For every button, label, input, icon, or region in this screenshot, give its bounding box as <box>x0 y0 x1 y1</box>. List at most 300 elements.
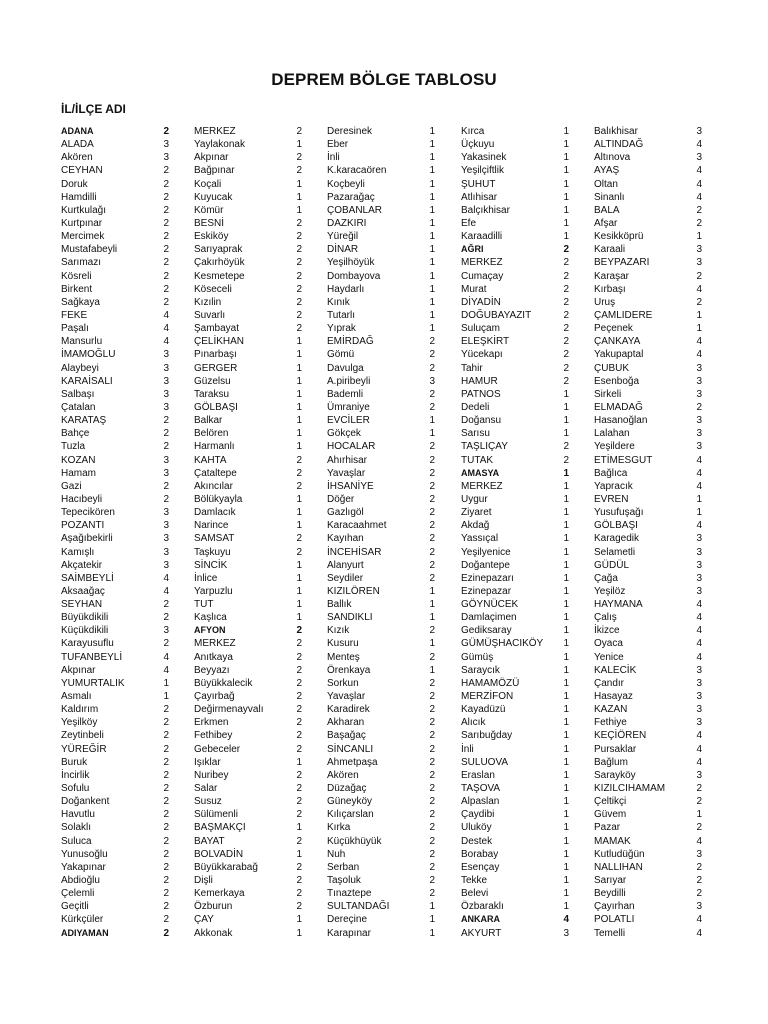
district-row <box>61 138 169 151</box>
district-row <box>594 270 702 283</box>
district-row <box>594 664 702 677</box>
place-name: Kuyucak <box>194 191 233 203</box>
zone-value: 1 <box>563 769 569 781</box>
district-row <box>327 322 435 335</box>
district-row <box>594 388 702 401</box>
zone-value: 4 <box>696 625 702 637</box>
zone-value: 2 <box>296 677 302 689</box>
place-name: Uygur <box>461 493 488 505</box>
zone-value: 2 <box>429 822 435 834</box>
district-row <box>461 835 569 848</box>
place-name: DAZKIRI <box>327 217 367 229</box>
district-row <box>594 835 702 848</box>
zone-value: 3 <box>163 375 169 387</box>
zone-value: 2 <box>429 848 435 860</box>
district-row <box>194 927 302 940</box>
place-name: Eraslan <box>461 769 495 781</box>
zone-value: 2 <box>163 244 169 256</box>
zone-value: 2 <box>296 638 302 650</box>
place-name: Davulga <box>327 362 364 374</box>
place-name: BAYAT <box>194 835 225 847</box>
place-name: Nuribey <box>194 769 229 781</box>
place-name: Büyükkalecik <box>194 677 253 689</box>
zone-value: 3 <box>163 546 169 558</box>
zone-value: 2 <box>696 822 702 834</box>
zone-value: 1 <box>429 178 435 190</box>
district-row <box>327 138 435 151</box>
zone-value: 2 <box>563 323 569 335</box>
place-name: NALLIHAN <box>594 861 643 873</box>
place-name: Tuzla <box>61 441 86 453</box>
zone-value: 2 <box>163 204 169 216</box>
zone-value: 2 <box>563 454 569 466</box>
zone-value: 1 <box>429 204 435 216</box>
zone-value: 1 <box>563 388 569 400</box>
district-row <box>327 887 435 900</box>
zone-value: 1 <box>563 572 569 584</box>
place-name: Tahir <box>461 362 483 374</box>
province-row <box>61 927 169 940</box>
district-row <box>61 913 169 926</box>
zone-value: 2 <box>429 796 435 808</box>
district-row <box>327 769 435 782</box>
district-row <box>327 637 435 650</box>
district-row <box>594 848 702 861</box>
district-row <box>61 467 169 480</box>
place-name: Köseceli <box>194 283 232 295</box>
place-name: ADANA <box>61 126 94 136</box>
zone-value: 2 <box>296 809 302 821</box>
zone-value: 3 <box>696 388 702 400</box>
zone-value: 2 <box>696 875 702 887</box>
zone-value: 3 <box>163 349 169 361</box>
zone-value: 4 <box>696 743 702 755</box>
place-name: Bölükyayla <box>194 493 243 505</box>
place-name: Karaadilli <box>461 231 503 243</box>
district-row <box>61 611 169 624</box>
zone-value: 2 <box>429 454 435 466</box>
place-name: ÇAMLIDERE <box>594 309 653 321</box>
zone-value: 3 <box>429 375 435 387</box>
place-name: Pınarbaşı <box>194 349 237 361</box>
district-row <box>594 362 702 375</box>
place-name: Narince <box>194 520 229 532</box>
place-name: Zeytinbeli <box>61 730 104 742</box>
place-name: Bağlum <box>594 756 628 768</box>
place-name: Kızık <box>327 625 350 637</box>
place-name: Karagedik <box>594 533 640 545</box>
place-name: Örenkaya <box>327 664 371 676</box>
district-row <box>594 480 702 493</box>
zone-value: 4 <box>696 520 702 532</box>
place-name: Yeşildere <box>594 441 635 453</box>
zone-value: 4 <box>696 612 702 624</box>
district-row <box>327 348 435 361</box>
district-row <box>61 348 169 361</box>
zone-value: 1 <box>429 914 435 926</box>
district-row <box>461 887 569 900</box>
district-row <box>327 559 435 572</box>
district-row <box>461 651 569 664</box>
district-row <box>327 716 435 729</box>
zone-value: 1 <box>296 336 302 348</box>
zone-value: 1 <box>296 559 302 571</box>
place-name: KIZILÖREN <box>327 585 380 597</box>
district-row <box>61 703 169 716</box>
zone-value: 1 <box>429 901 435 913</box>
district-row <box>461 283 569 296</box>
place-name: Çataltepe <box>194 467 237 479</box>
place-name: FEKE <box>61 309 88 321</box>
place-name: İkizce <box>594 625 620 637</box>
district-row <box>461 927 569 940</box>
district-row <box>461 703 569 716</box>
district-row <box>61 243 169 256</box>
zone-value: 2 <box>563 336 569 348</box>
zone-value: 4 <box>696 178 702 190</box>
zone-value: 1 <box>563 480 569 492</box>
place-name: Yavaşlar <box>327 467 366 479</box>
zone-value: 4 <box>696 349 702 361</box>
place-name: MAMAK <box>594 835 631 847</box>
place-name: Gömü <box>327 349 355 361</box>
zone-value: 1 <box>296 441 302 453</box>
zone-value: 2 <box>163 796 169 808</box>
place-name: Şambayat <box>194 323 240 335</box>
district-row <box>461 585 569 598</box>
place-name: Çeltikçi <box>594 796 627 808</box>
zone-value: 2 <box>429 493 435 505</box>
district-row <box>594 309 702 322</box>
place-name: Gümüş <box>461 651 494 663</box>
place-name: Aksaağaç <box>61 585 105 597</box>
place-name: ŞUHUT <box>461 178 496 190</box>
place-name: ADIYAMAN <box>61 927 109 938</box>
district-row <box>61 729 169 742</box>
district-row <box>194 532 302 545</box>
district-row <box>461 821 569 834</box>
district-row <box>61 821 169 834</box>
district-row <box>461 900 569 913</box>
district-row <box>327 414 435 427</box>
zone-value: 1 <box>563 415 569 427</box>
place-name: Fethiye <box>594 717 627 729</box>
zone-value: 1 <box>563 809 569 821</box>
place-name: Karayusuflu <box>61 638 114 650</box>
place-name: İncirlik <box>61 769 90 781</box>
place-name: Ahırhisar <box>327 454 368 466</box>
place-name: Uluköy <box>461 822 492 834</box>
place-name: DİNAR <box>327 244 359 256</box>
district-row <box>461 217 569 230</box>
zone-value: 2 <box>296 217 302 229</box>
district-row <box>594 743 702 756</box>
zone-value: 1 <box>429 428 435 440</box>
place-name: Dombayova <box>327 270 381 282</box>
place-name: Kösreli <box>61 270 92 282</box>
district-row <box>594 151 702 164</box>
zone-value: 3 <box>696 704 702 716</box>
district-row <box>61 756 169 769</box>
zone-value: 2 <box>696 783 702 795</box>
district-row <box>194 322 302 335</box>
zone-value: 2 <box>163 914 169 926</box>
zone-value: 2 <box>429 730 435 742</box>
district-row <box>61 808 169 821</box>
place-name: Yakupaptal <box>594 349 644 361</box>
place-name: SULTANDAĞI <box>327 901 390 913</box>
place-name: Damlaçimen <box>461 612 517 624</box>
district-row <box>327 283 435 296</box>
zone-value: 1 <box>563 546 569 558</box>
zone-value: 1 <box>696 809 702 821</box>
district-row <box>194 861 302 874</box>
place-name: Saraycık <box>461 664 500 676</box>
zone-value: 1 <box>563 638 569 650</box>
zone-value: 2 <box>296 901 302 913</box>
place-name: GÜDÜL <box>594 559 630 571</box>
zone-value: 2 <box>296 283 302 295</box>
district-row <box>61 795 169 808</box>
zone-value: 2 <box>163 441 169 453</box>
place-name: Yassıçal <box>461 533 499 545</box>
district-row <box>61 164 169 177</box>
district-row <box>327 440 435 453</box>
place-name: Dereçine <box>327 914 368 926</box>
district-row <box>194 677 302 690</box>
zone-value: 1 <box>563 756 569 768</box>
district-row <box>194 401 302 414</box>
district-row <box>594 703 702 716</box>
place-name: MERKEZ <box>461 257 503 269</box>
district-row <box>61 572 169 585</box>
place-name: AMASYA <box>461 467 500 478</box>
zone-value: 1 <box>563 704 569 716</box>
zone-value: 1 <box>563 888 569 900</box>
zone-table <box>61 125 707 945</box>
zone-value: 2 <box>296 152 302 164</box>
place-name: DOĞUBAYAZIT <box>461 309 532 321</box>
district-row <box>594 256 702 269</box>
zone-value: 1 <box>296 415 302 427</box>
district-row <box>194 795 302 808</box>
zone-value: 2 <box>429 559 435 571</box>
zone-value: 1 <box>563 599 569 611</box>
zone-value: 2 <box>429 520 435 532</box>
district-row <box>327 900 435 913</box>
place-name: K.karacaören <box>327 165 387 177</box>
district-row <box>327 861 435 874</box>
district-row <box>327 243 435 256</box>
zone-value: 2 <box>296 244 302 256</box>
district-row <box>327 467 435 480</box>
district-row <box>194 611 302 624</box>
district-row <box>194 440 302 453</box>
zone-value: 3 <box>163 625 169 637</box>
zone-value: 2 <box>163 231 169 243</box>
place-name: Kınık <box>327 296 350 308</box>
district-row <box>61 532 169 545</box>
zone-value: 1 <box>429 927 435 939</box>
district-row <box>194 585 302 598</box>
district-row <box>194 362 302 375</box>
place-name: Döğer <box>327 493 355 505</box>
district-row <box>327 808 435 821</box>
zone-value: 2 <box>296 533 302 545</box>
district-row <box>594 677 702 690</box>
zone-value: 2 <box>296 231 302 243</box>
district-row <box>194 243 302 256</box>
district-row <box>461 256 569 269</box>
district-row <box>194 664 302 677</box>
place-name: Yeşilçiftlik <box>461 165 504 177</box>
place-name: Yapracık <box>594 480 633 492</box>
zone-value: 2 <box>296 743 302 755</box>
zone-value: 3 <box>163 362 169 374</box>
zone-value: 1 <box>696 507 702 519</box>
place-name: Karaşar <box>594 270 630 282</box>
place-name: Sorkun <box>327 677 359 689</box>
zone-value: 2 <box>296 664 302 676</box>
zone-value: 2 <box>163 730 169 742</box>
place-name: Destek <box>461 835 493 847</box>
district-row <box>327 427 435 440</box>
zone-value: 4 <box>696 139 702 151</box>
district-row <box>61 743 169 756</box>
place-name: Abdioğlu <box>61 875 100 887</box>
zone-value: 2 <box>696 888 702 900</box>
district-row <box>461 401 569 414</box>
district-row <box>461 743 569 756</box>
district-row <box>61 690 169 703</box>
district-row <box>61 506 169 519</box>
district-row <box>194 637 302 650</box>
place-name: Alaybeyi <box>61 362 99 374</box>
place-name: TAŞLIÇAY <box>461 441 508 453</box>
place-name: Yıprak <box>327 323 356 335</box>
zone-value: 3 <box>696 152 702 164</box>
zone-value: 3 <box>163 520 169 532</box>
zone-value: 1 <box>563 743 569 755</box>
district-row <box>194 559 302 572</box>
place-name: KALECİK <box>594 664 637 676</box>
district-row <box>327 151 435 164</box>
district-row <box>594 164 702 177</box>
place-name: Yeşilköy <box>61 717 98 729</box>
district-row <box>327 821 435 834</box>
place-name: Birkent <box>61 283 93 295</box>
district-row <box>61 204 169 217</box>
district-row <box>327 611 435 624</box>
district-row <box>461 519 569 532</box>
place-name: BAŞMAKÇI <box>194 822 246 834</box>
place-name: Güneyköy <box>327 796 373 808</box>
district-row <box>327 664 435 677</box>
place-name: Değirmenayvalı <box>194 704 264 716</box>
place-name: GÖYNÜCEK <box>461 599 519 611</box>
place-name: Fethibey <box>194 730 233 742</box>
district-row <box>461 178 569 191</box>
zone-value: 1 <box>429 165 435 177</box>
zone-value: 1 <box>296 585 302 597</box>
place-name: Kayıhan <box>327 533 364 545</box>
zone-value: 1 <box>563 625 569 637</box>
place-name: Beyyazı <box>194 664 230 676</box>
district-row <box>61 256 169 269</box>
zone-value: 2 <box>296 861 302 873</box>
district-row <box>461 532 569 545</box>
district-row <box>61 651 169 664</box>
zone-value: 1 <box>563 612 569 624</box>
district-row <box>194 716 302 729</box>
zone-value: 3 <box>696 362 702 374</box>
place-name: Küçükdikili <box>61 625 109 637</box>
zone-value: 2 <box>296 165 302 177</box>
place-name: Çayırhan <box>594 901 635 913</box>
zone-value: 1 <box>296 914 302 926</box>
place-name: ETİMESGUT <box>594 454 653 466</box>
district-row <box>194 375 302 388</box>
district-row <box>327 480 435 493</box>
place-name: HAYMANA <box>594 599 643 611</box>
place-name: BESNİ <box>194 217 225 229</box>
zone-value: 4 <box>163 585 169 597</box>
place-name: GÖLBAŞI <box>194 401 238 413</box>
zone-value: 1 <box>429 323 435 335</box>
district-row <box>461 546 569 559</box>
district-row <box>461 335 569 348</box>
place-name: ÇUBUK <box>594 362 630 374</box>
zone-value: 4 <box>563 914 569 926</box>
place-name: Nuh <box>327 848 346 860</box>
zone-value: 1 <box>563 126 569 137</box>
district-row <box>594 690 702 703</box>
district-row <box>61 454 169 467</box>
place-name: Çaydibi <box>461 809 495 821</box>
zone-value: 2 <box>296 704 302 716</box>
place-name: Solaklı <box>61 822 92 834</box>
place-name: ÇAY <box>194 914 214 926</box>
province-row <box>61 125 169 138</box>
place-name: Peçenek <box>594 323 633 335</box>
place-name: EVREN <box>594 493 629 505</box>
district-row <box>61 874 169 887</box>
place-name: Sarıbuğday <box>461 730 513 742</box>
place-name: Çatalan <box>61 401 96 413</box>
place-name: Hasayaz <box>594 691 633 703</box>
zone-value: 2 <box>563 441 569 453</box>
zone-value: 1 <box>296 927 302 939</box>
zone-value: 1 <box>296 139 302 151</box>
province-row <box>461 913 569 926</box>
district-row <box>461 637 569 650</box>
district-row <box>327 782 435 795</box>
district-row <box>461 151 569 164</box>
place-name: TAŞOVA <box>461 783 501 795</box>
place-name: Deresinek <box>327 126 373 137</box>
place-name: Doğankent <box>61 796 110 808</box>
district-row <box>327 401 435 414</box>
zone-value: 1 <box>296 178 302 190</box>
zone-value: 2 <box>296 126 302 137</box>
zone-value: 2 <box>563 296 569 308</box>
place-name: HAMAMÖZÜ <box>461 677 520 689</box>
place-name: EVCİLER <box>327 415 370 427</box>
district-row <box>194 256 302 269</box>
zone-value: 3 <box>696 691 702 703</box>
zone-value: 2 <box>163 257 169 269</box>
district-row <box>327 624 435 637</box>
